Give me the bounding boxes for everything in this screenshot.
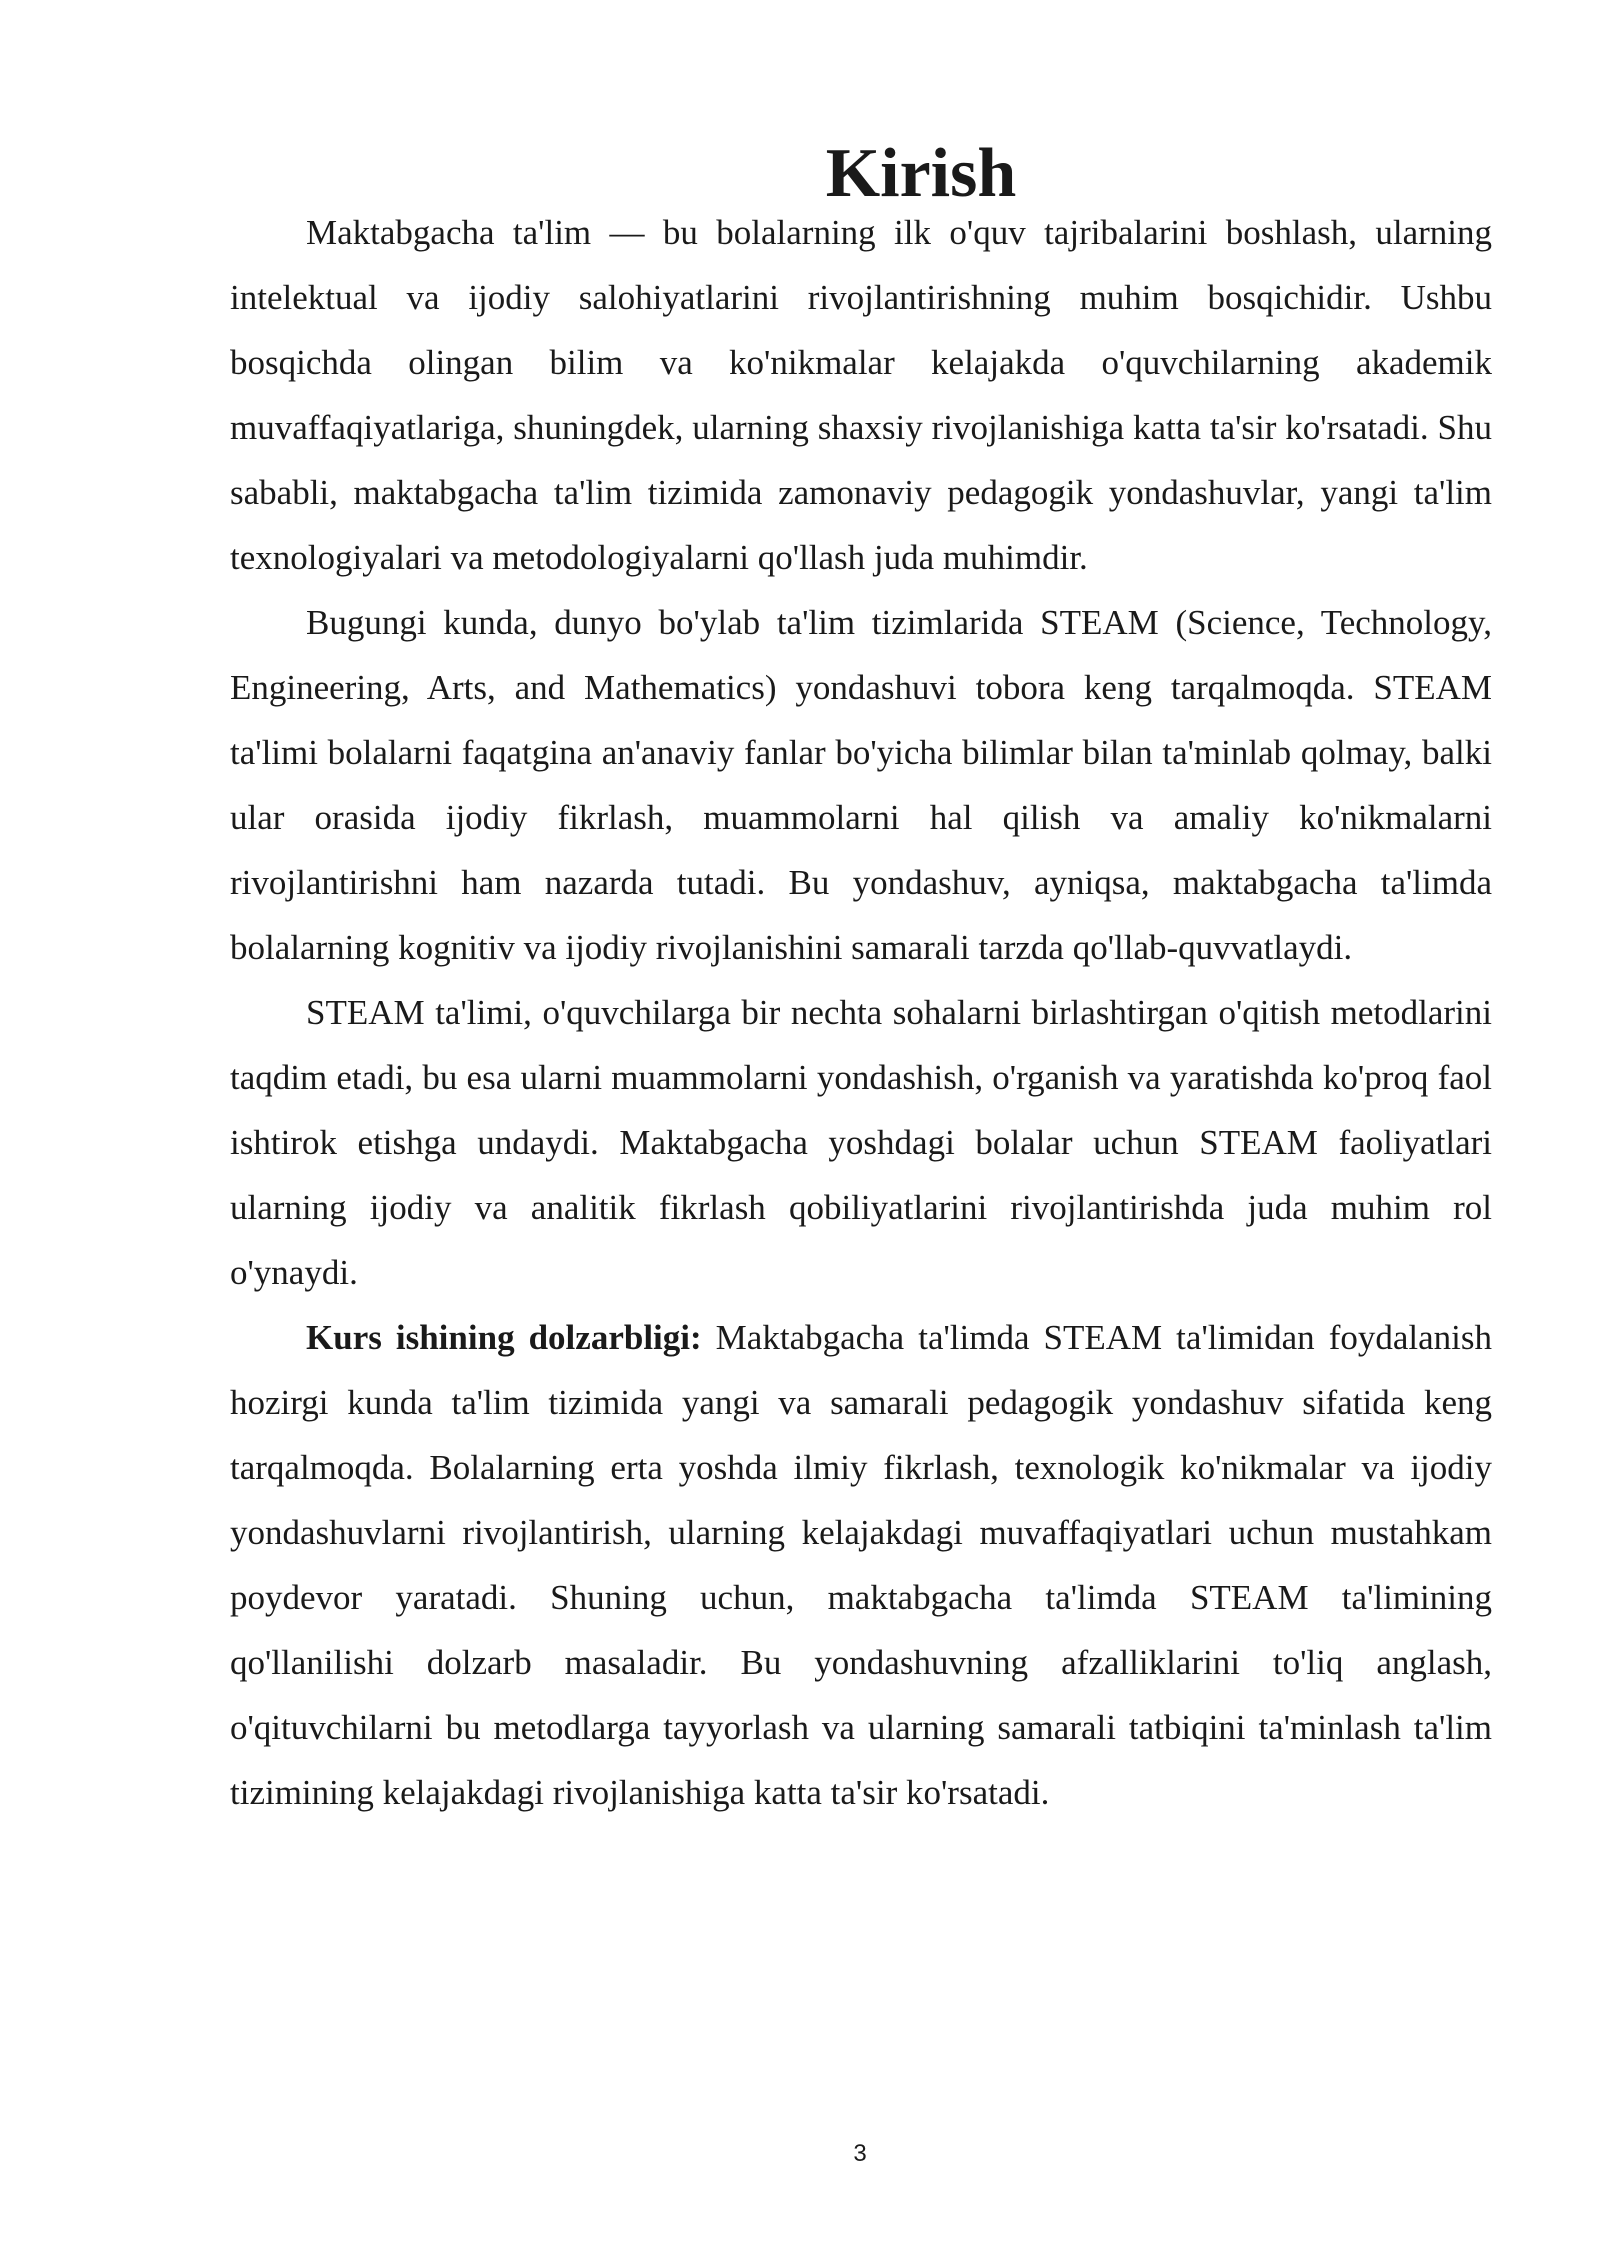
section-heading: Kirish xyxy=(825,135,1017,212)
paragraph-lead-label: Kurs ishining dolzarbligi: xyxy=(306,1318,702,1357)
paragraph-text: STEAM ta'limi, o'quvchilarga bir nechta sohalarni birlashtirgan o'qitish metodlarini taqdim etadi, bu esa ularni muammolarni yondashish, o'rganish va yaratishda ko'proq faol ishtirok etishga undaydi. Maktabgacha yoshdagi bolalar uchun STEAM faoliyatlari ularning ijodiy va analitik fikrlash qobiliyatlarini rivojlantirishda juda muhim rol o'ynaydi. xyxy=(230,993,1492,1292)
paragraph-steam-methods xyxy=(230,980,1492,1305)
paragraph-intro xyxy=(230,200,1492,590)
paragraph-text: Bugungi kunda, dunyo bo'ylab ta'lim tizimlarida STEAM (Science, Technology, Engineering, Arts, and Mathematics) yondashuvi tobora keng tarqalmoqda. STEAM ta'limi bolalarni faqatgina an'anaviy fanlar bo'yicha bilimlar bilan ta'minlab qolmay, balki ular orasida ijodiy fikrlash, muammolarni hal qilish va amaliy ko'nikmalarni rivojlantirishni ham nazarda tutadi. Bu yondashuv, ayniqsa, maktabgacha ta'limda bolalarning kognitiv va ijodiy rivojlanishini samarali tarzda qo'llab-quvvatlaydi. xyxy=(230,603,1492,967)
page-number: 3 xyxy=(853,2140,867,2167)
paragraph-text: Maktabgacha ta'limda STEAM ta'limidan foydalanish hozirgi kunda ta'lim tizimida yangi va samarali pedagogik yondashuv sifatida keng tarqalmoqda. Bolalarning erta yoshda ilmiy fikrlash, texnologik ko'nikmalar va ijodiy yondashuvlarni rivojlantirish, ularning kelajakdagi muvaffaqiyatlari uchun mustahkam poydevor yaratadi. Shuning uchun, maktabgacha ta'limda STEAM ta'limining qo'llanilishi dolzarb masaladir. Bu yondashuvning afzalliklarini to'liq anglash, o'qituvchilarni bu metodlarga tayyorlash va ularning samarali tatbiqini ta'minlash ta'lim tizimining kelajakdagi rivojlanishiga katta ta'sir ko'rsatadi. xyxy=(230,1318,1493,1812)
paragraph-text: Maktabgacha ta'lim — bu bolalarning ilk o'quv tajribalarini boshlash, ularning intelektual va ijodiy salohiyatlarini rivojlantirishning muhim bosqichidir. Ushbu bosqichda olingan bilim va ko'nikmalar kelajakda o'quvchilarning akademik muvaffaqiyatlariga, shuningdek, ularning shaxsiy rivojlanishiga katta ta'sir ko'rsatadi. Shu sababli, maktabgacha ta'lim tizimida zamonaviy pedagogik yondashuvlar, yangi ta'lim texnologiyalari va metodologiyalarni qo'llash juda muhimdir. xyxy=(230,213,1492,577)
document-body xyxy=(230,135,1493,1825)
paragraph-relevance xyxy=(230,1305,1492,1825)
paragraph-steam-overview xyxy=(230,590,1492,980)
